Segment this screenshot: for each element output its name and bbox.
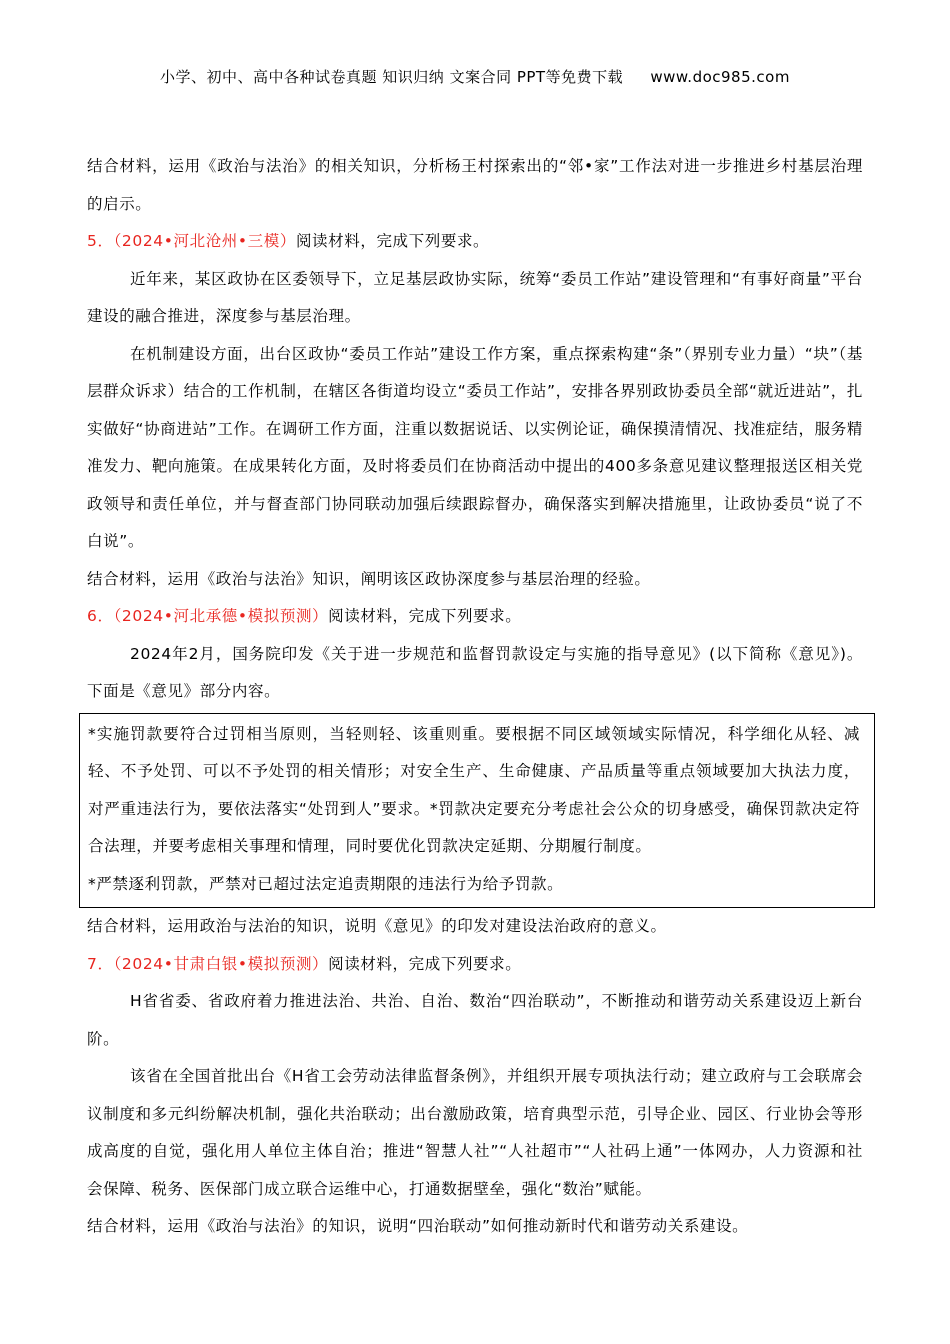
q6-box-item: *实施罚款要符合过罚相当原则，当轻则轻、该重则重。要根据不同区域领域实际情况，科学细化从轻、减轻、不予处罚、可以不予处罚的相关情形；对安全生产、生命健康、产品质量等重点领域要加大执法力度，对严重违法行为，要依法落实“处罚到人”要求。*罚款决定要充分考虑社会公众的切身感受，确保罚款决定符合法理，并要考虑相关事理和情理，同时要优化罚款决定延期、分期履行制度。 [88,724,860,855]
q7-question: 结合材料，运用《政治与法治》的知识，说明“四治联动”如何推动新时代和谐劳动关系建设。 [87,1217,749,1235]
q5-number: 5． [87,232,114,250]
q5-paragraph: 近年来，某区政协在区委领导下，立足基层政协实际，统筹“委员工作站”建设管理和“有事好商量”平台建设的融合推进，深度参与基层治理。 [87,269,863,325]
q5-instruction: 阅读材料，完成下列要求。 [295,232,490,250]
q7-paragraph: 该省在全国首批出台《H省工会劳动法律监督条例》，并组织开展专项执法行动；建立政府与工会联席会议制度和多元纠纷解决机制，强化共治联动；出台激励政策，培育典型示范，引导企业、园区、行业协会等形成高度的自觉，强化用人单位主体自治；推进“智慧人社”“人社超市”“人社码上通”一体网办，人力资源和社会保障、税务、医保部门成立联合运维中心，打通数据壁垒，强化“数治”赋能。 [87,1067,863,1198]
header-text: 小学、初中、高中各种试卷真题 知识归纳 文案合同 PPT等免费下载 [160,68,624,86]
q6-question: 结合材料，运用政治与法治的知识，说明《意见》的印发对建设法治政府的意义。 [87,917,667,935]
q6-instruction: 阅读材料，完成下列要求。 [328,607,522,625]
q6-number: 6． [87,607,114,625]
q5-question: 结合材料，运用《政治与法治》知识，阐明该区政协深度参与基层治理的经验。 [87,569,651,588]
q5-paragraph: 在机制建设方面，出台区政协“委员工作站”建设工作方案，重点探索构建“条”（界别专业力量）“块”（基层群众诉求）结合的工作机制，在辖区各街道均设立“委员工作站”，安排各界别政协委员全部“就近进站”，扎实做好“协商进站”工作。在调研工作方面，注重以数据说话、以实例论证，确保摸清情况、找准症结，服务精准发力、靶向施策。在成果转化方面，及时将委员们在协商活动中提出的400多条意见建议整理报送区相关党政领导和责任单位，并与督查部门协同联动加强后续跟踪督办，确保落实到解决措施里，让政协委员“说了不白说”。 [87,344,863,550]
q7-number: 7． [87,954,114,973]
q7-paragraph: H省省委、省政府着力推进法治、共治、自治、数治“四治联动”，不断推动和谐劳动关系建设迈上新台阶。 [87,992,863,1048]
q6-quote-box [79,713,875,909]
q6-source: （2024•河北承德•模拟预测） [113,607,329,625]
page-header [0,66,950,87]
q7-source: （2024•甘肃白银•模拟预测） [113,954,329,973]
header-site-link[interactable]: www.doc985.com [650,68,790,86]
document-body [87,148,863,1246]
q5-source: （2024•河北沧州•三模） [113,232,296,250]
q6-box-item: *严禁逐利罚款，严禁对已超过法定追责期限的违法行为给予罚款。 [88,874,564,893]
q7-instruction: 阅读材料，完成下列要求。 [328,954,522,973]
q7-heading [87,946,863,984]
q6-heading [87,598,863,636]
intro-question: 结合材料，运用《政治与法治》的相关知识，分析杨王村探索出的“邻•家”工作法对进一步推进乡村基层治理的启示。 [87,157,863,213]
q5-heading [87,223,863,261]
q6-paragraph: 2024年2月，国务院印发《关于进一步规范和监督罚款设定与实施的指导意见》(以下简称《意见》)。下面是《意见》部分内容。 [87,644,863,700]
